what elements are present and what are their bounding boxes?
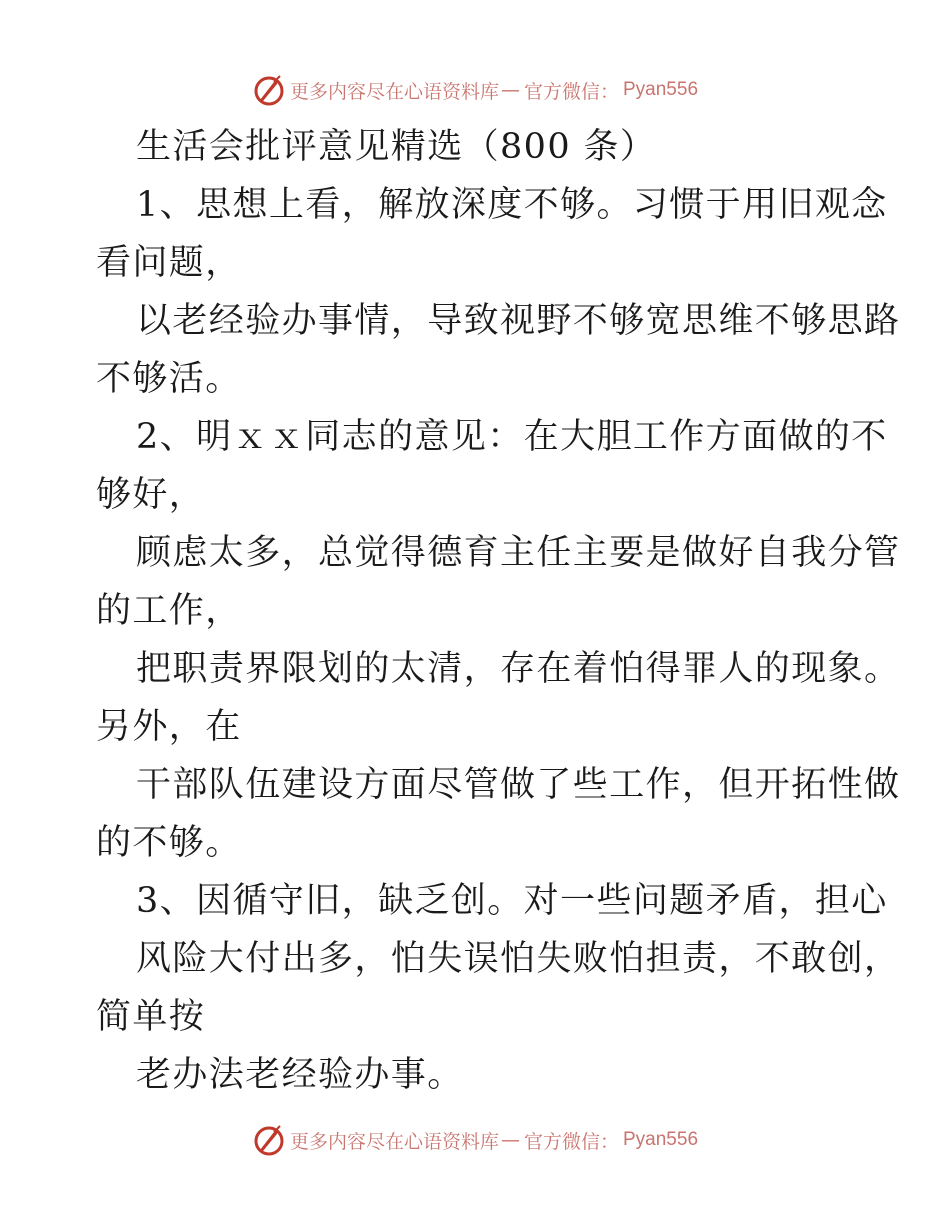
watermark-site-text: 更多内容尽在心语资料库 [289, 80, 499, 103]
paragraph-line: 够好， [96, 475, 206, 515]
paragraph-line: 3、因循守旧，缺乏创。对一些问题矛盾，担心 [136, 881, 888, 921]
footer-watermark-banner [0, 1120, 950, 1160]
quill-pen-logo-icon [252, 1123, 286, 1157]
paragraph-line: 不够活。 [96, 359, 242, 399]
paragraph-line: 顾虑太多，总觉得德育主任主要是做好自我分管 [136, 533, 901, 573]
paragraph-line: 干部队伍建设方面尽管做了些工作，但开拓性做 [136, 765, 901, 805]
paragraph-line: 的不够。 [96, 823, 242, 863]
quill-pen-logo-icon [252, 73, 286, 107]
paragraph-line: 老办法老经验办事。 [136, 1055, 464, 1095]
header-watermark-banner [0, 70, 950, 110]
paragraph-line: 看问题， [96, 243, 242, 283]
paragraph-line: 以老经验办事情，导致视野不够宽思维不够思路 [136, 301, 901, 341]
paragraph-line: 2、明ｘｘ同志的意见：在大胆工作方面做的不 [136, 417, 888, 457]
watermark-wechat-handle: Pyan556 [623, 1129, 699, 1150]
paragraph-line: 1、思想上看，解放深度不够。习惯于用旧观念 [136, 185, 888, 225]
paragraph-line: 简单按 [96, 997, 206, 1037]
watermark-site-text: 更多内容尽在心语资料库 [289, 1130, 499, 1153]
document-title: 生活会批评意见精选（800 条） [136, 127, 657, 167]
document-body [96, 118, 901, 1104]
paragraph-line: 另外，在 [96, 707, 242, 747]
paragraph-line: 风险大付出多，怕失误怕失败怕担责，不敢创， [136, 939, 901, 979]
watermark-dash: — [500, 1129, 520, 1151]
watermark-wechat-label: 官方微信： [523, 1130, 619, 1153]
watermark-wechat-handle: Pyan556 [623, 79, 699, 100]
watermark-wechat-label: 官方微信： [523, 80, 619, 103]
paragraph-line: 把职责界限划的太清，存在着怕得罪人的现象。 [136, 649, 901, 689]
paragraph-line: 的工作， [96, 591, 242, 631]
watermark-dash: — [500, 79, 520, 101]
